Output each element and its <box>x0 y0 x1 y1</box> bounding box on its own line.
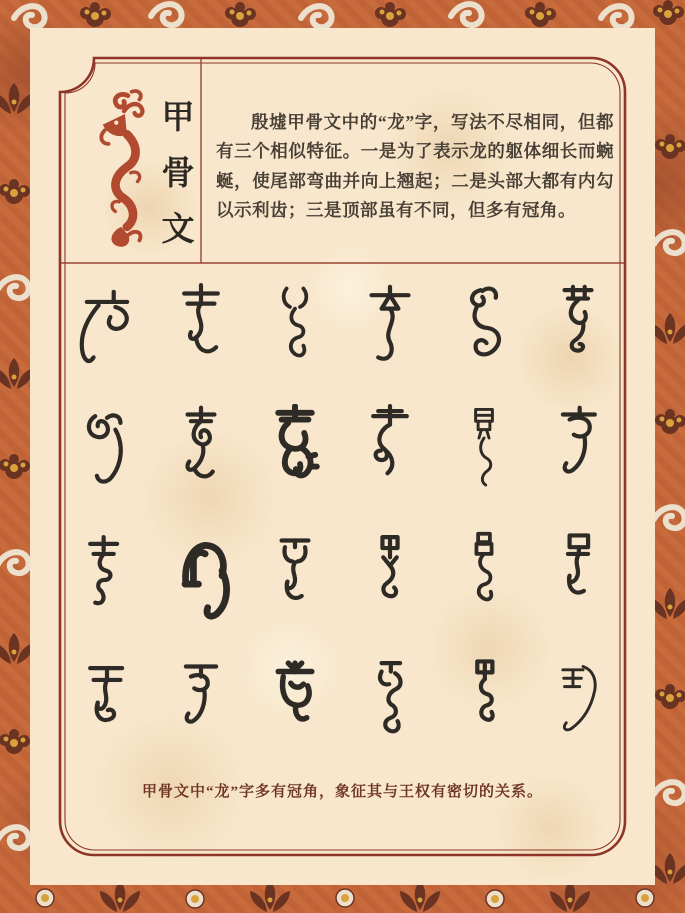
oracle-glyph <box>348 530 432 640</box>
oracle-glyph <box>253 404 337 514</box>
glyph-row-4 <box>60 650 625 772</box>
oracle-glyph <box>536 278 620 388</box>
oracle-glyph <box>442 656 526 766</box>
oracle-glyph <box>253 530 337 640</box>
oracle-glyph <box>442 278 526 388</box>
oracle-glyph <box>442 404 526 514</box>
oracle-glyph <box>65 530 149 640</box>
oracle-glyph <box>159 278 243 388</box>
oracle-glyph <box>65 656 149 766</box>
oracle-glyph <box>159 404 243 514</box>
oracle-glyph <box>159 530 243 640</box>
title-char-2: 骨 <box>161 156 195 192</box>
oracle-glyph <box>442 530 526 640</box>
glyph-row-2 <box>60 398 625 520</box>
intro-paragraph: 殷墟甲骨文中的“龙”字，写法不尽相同，但都有三个相似特征。一是为了表示龙的躯体细长而蜿蜒，使尾部弯曲并向上翘起；二是头部大都有内勾以示利齿；三是顶部虽有不同，但多有冠角。 <box>216 111 614 220</box>
oracle-glyph <box>253 656 337 766</box>
oracle-glyph <box>536 530 620 640</box>
glyph-row-3 <box>60 524 625 646</box>
dragon-head <box>103 114 127 136</box>
title-char-1: 甲 <box>161 100 195 136</box>
oracle-glyph <box>253 278 337 388</box>
oracle-glyph <box>159 656 243 766</box>
oracle-glyph <box>348 278 432 388</box>
section-title-vertical <box>156 102 200 247</box>
oracle-glyph <box>536 656 620 766</box>
oracle-glyph <box>348 404 432 514</box>
caption-text: 甲骨文中“龙”字多有冠角，象征其与王权有密切的关系。 <box>141 784 543 800</box>
glyph-row-1 <box>60 272 625 394</box>
oracle-glyph <box>65 278 149 388</box>
oracle-glyph <box>348 656 432 766</box>
title-char-3: 文 <box>161 212 195 248</box>
oracle-glyph <box>536 404 620 514</box>
dragon-ornament-icon <box>95 86 153 250</box>
oracle-glyph <box>65 404 149 514</box>
glyph-grid <box>60 272 625 772</box>
